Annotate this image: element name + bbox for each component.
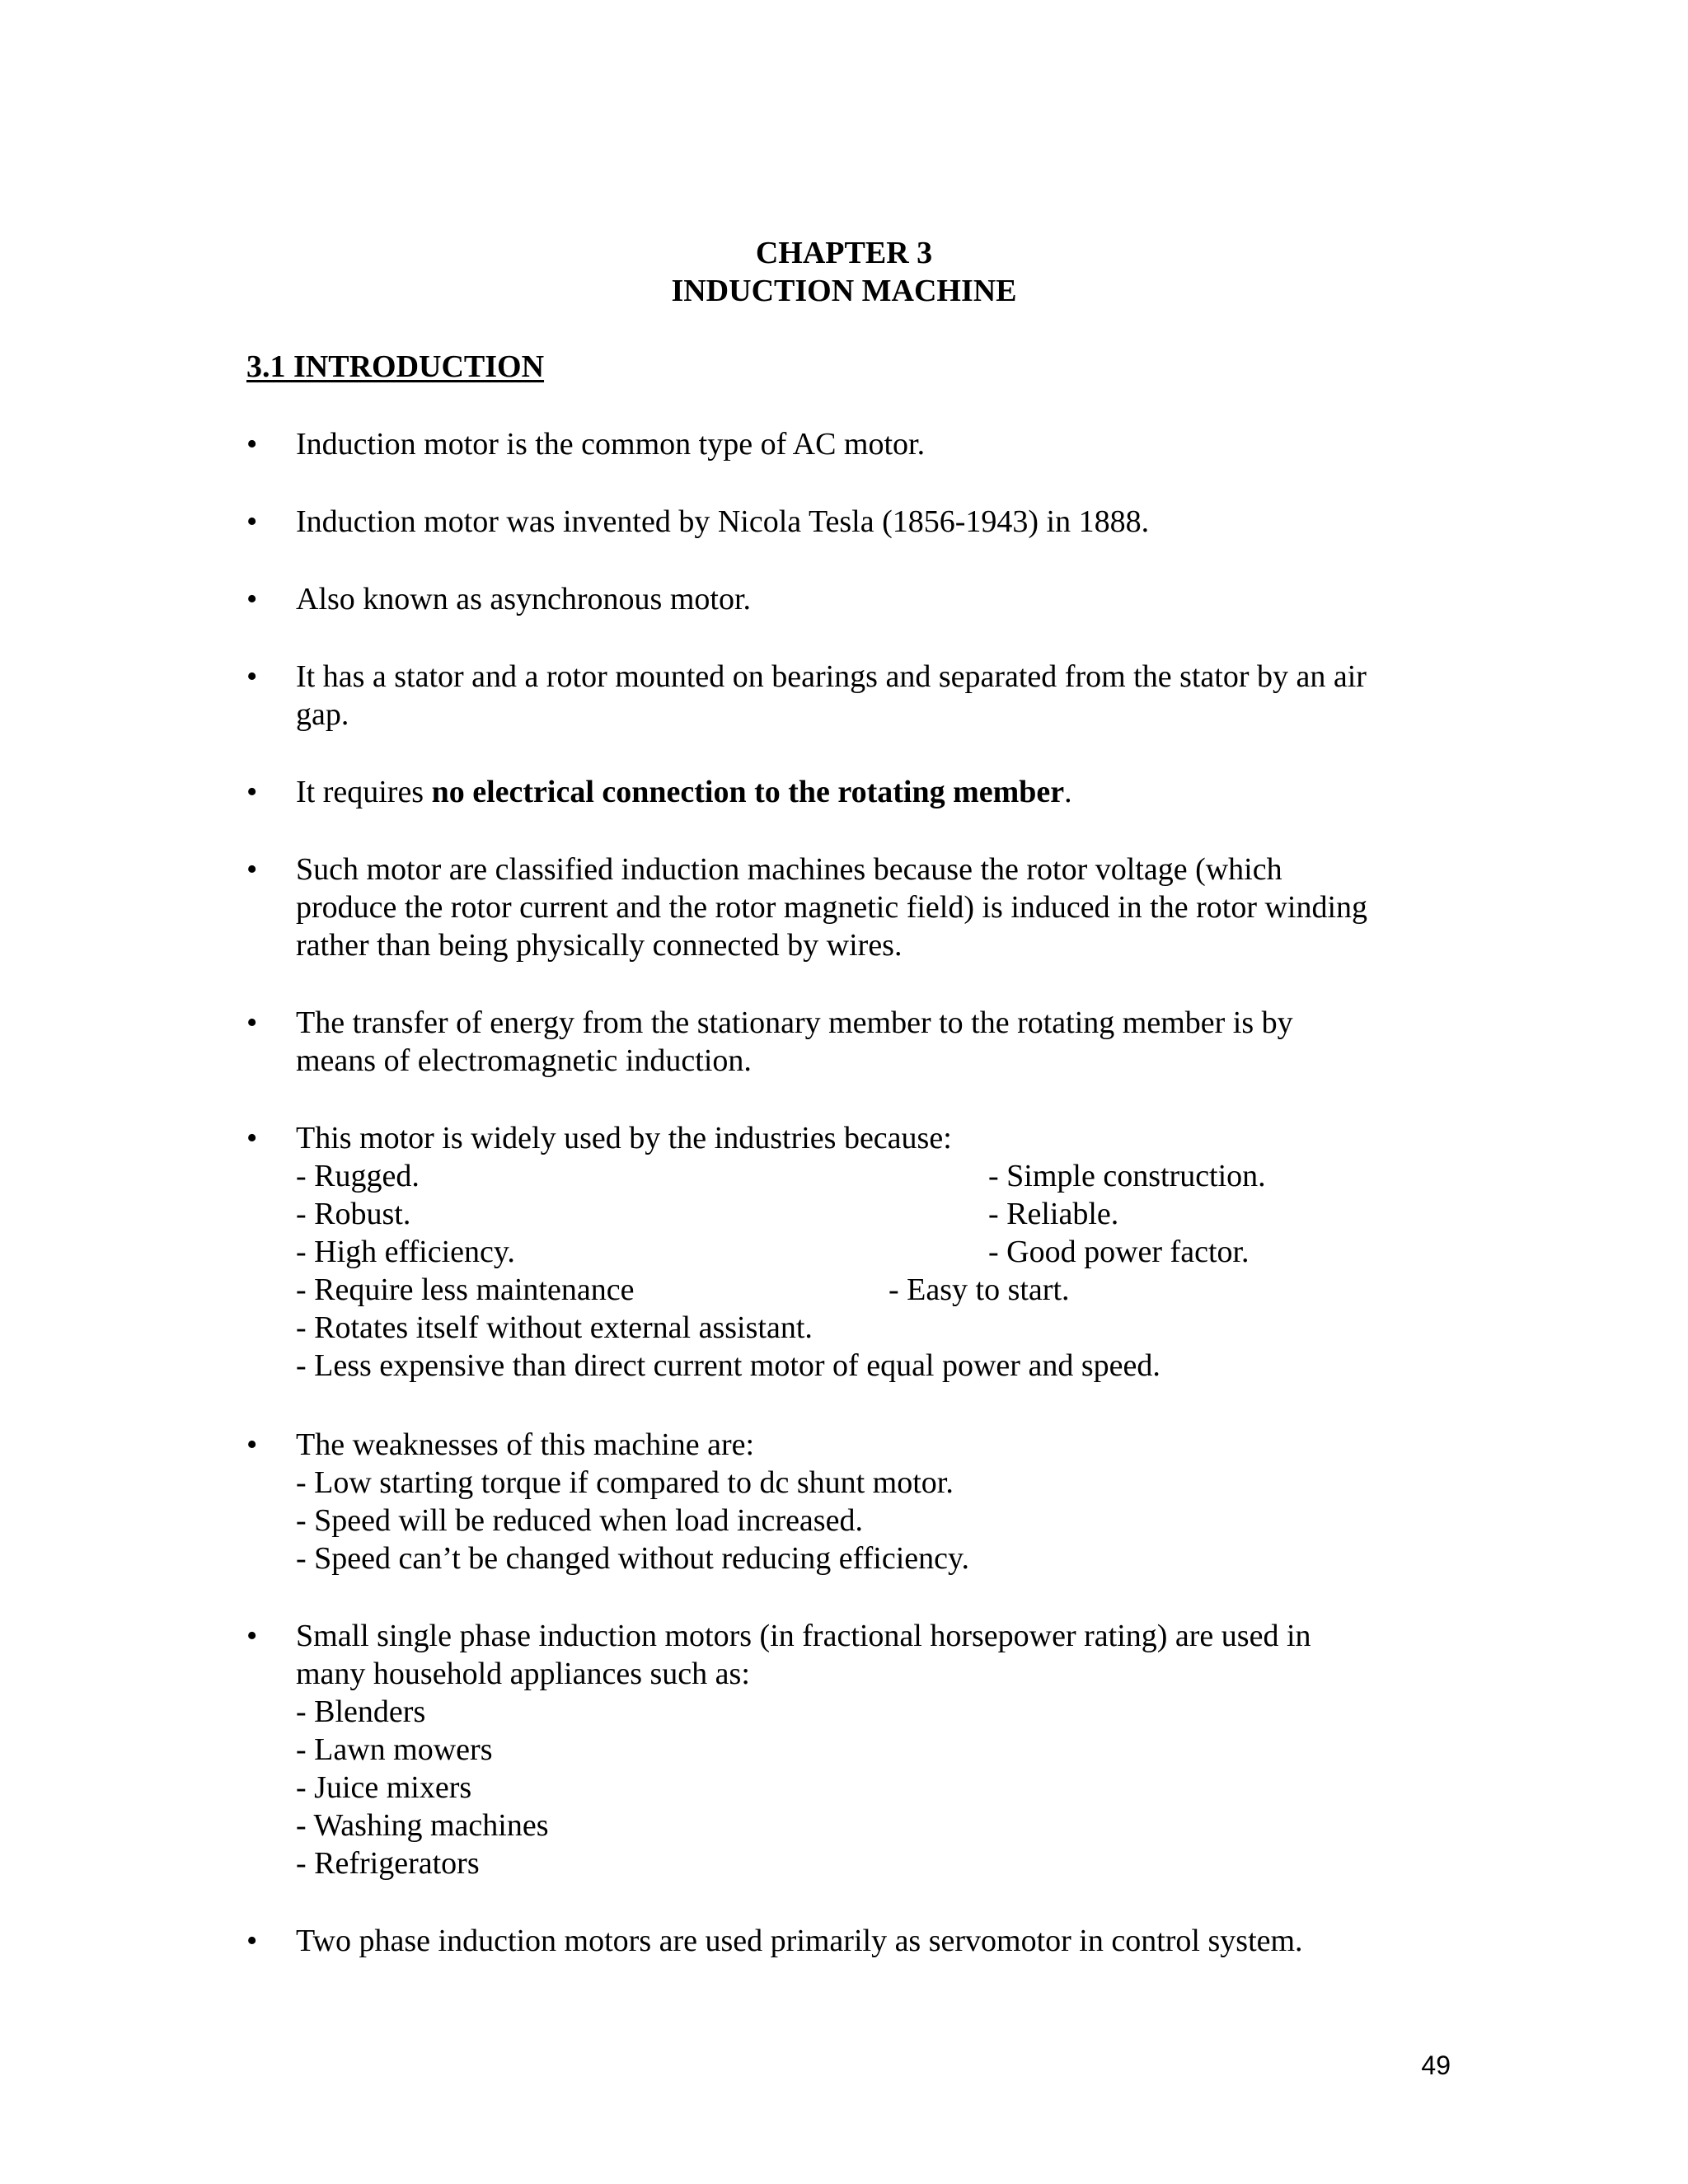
advantage-row [296, 1157, 1450, 1195]
advantage-row [296, 1233, 1450, 1271]
appliance-item: - Lawn mowers [296, 1732, 493, 1767]
bullet-text-line: many household appliances such as: [296, 1657, 750, 1691]
appliance-item: - Blenders [296, 1694, 426, 1729]
advantage-item: - Robust. [296, 1197, 411, 1231]
bullet-dot-icon: • [246, 775, 258, 809]
bullet-text: Induction motor was invented by Nicola Tesla (1856-1943) in 1888. [296, 504, 1150, 539]
appliance-item: - Refrigerators [296, 1846, 480, 1881]
advantage-item: - Less expensive than direct current motor of equal power and speed. [296, 1348, 1160, 1383]
weakness-item: - Speed will be reduced when load increased. [296, 1503, 863, 1538]
bullet-dot-icon: • [246, 1005, 258, 1040]
bullet-text: Induction motor is the common type of AC motor. [296, 427, 926, 462]
bullet-text [296, 773, 1450, 811]
bullet-text: Two phase induction motors are used primarily as servomotor in control system. [296, 1924, 1303, 1958]
advantage-item: - High efficiency. [296, 1235, 515, 1269]
bullet-dot-icon: • [246, 1121, 258, 1155]
bullet-text-line: Small single phase induction motors (in fractional horsepower rating) are used in [296, 1619, 1311, 1653]
bullet-text-line: rather than being physically connected by wires. [296, 928, 903, 963]
bullet-text-line: It has a stator and a rotor mounted on bearings and separated from the stator by an air [296, 659, 1367, 694]
appliance-item: - Washing machines [296, 1808, 549, 1843]
bullet-text-prefix: It requires [296, 775, 432, 809]
bullet-dot-icon: • [246, 504, 258, 539]
chapter-number: CHAPTER 3 [755, 236, 933, 270]
advantage-row [296, 1271, 1450, 1309]
bullet-text-bold: no electrical connection to the rotating member [431, 775, 1065, 809]
bullet-dot-icon: • [246, 427, 258, 462]
advantage-row [296, 1195, 1450, 1233]
advantage-item: - Rugged. [296, 1159, 420, 1193]
bullet-dot-icon: • [246, 1924, 258, 1958]
bullet-text-suffix: . [1064, 775, 1072, 809]
weakness-item: - Low starting torque if compared to dc shunt motor. [296, 1465, 954, 1500]
advantage-item: - Rotates itself without external assistant. [296, 1310, 813, 1345]
bullet-dot-icon: • [246, 1427, 258, 1462]
appliance-item: - Juice mixers [296, 1770, 472, 1805]
bullet-text-line: Such motor are classified induction machines because the rotor voltage (which [296, 852, 1282, 887]
bullet-text-line: means of electromagnetic induction. [296, 1043, 752, 1078]
advantage-item: - Good power factor. [988, 1235, 1250, 1269]
bullet-text-line: gap. [296, 697, 349, 732]
weakness-item: - Speed can’t be changed without reducing efficiency. [296, 1541, 970, 1576]
bullet-dot-icon: • [246, 1619, 258, 1653]
chapter-title: INDUCTION MACHINE [671, 274, 1017, 308]
bullet-text-line: produce the rotor current and the rotor magnetic field) is induced in the rotor winding [296, 890, 1368, 925]
bullet-dot-icon: • [246, 659, 258, 694]
bullet-text-line: The transfer of energy from the stationary member to the rotating member is by [296, 1005, 1293, 1040]
page-number: 49 [1421, 2050, 1451, 2080]
bullet-dot-icon: • [246, 582, 258, 616]
advantage-item: - Reliable. [988, 1197, 1119, 1231]
advantage-item: - Simple construction. [988, 1159, 1266, 1193]
advantage-item: - Easy to start. [889, 1272, 1070, 1307]
bullet-text-intro: This motor is widely used by the industries because: [296, 1121, 952, 1155]
bullet-text-intro: The weaknesses of this machine are: [296, 1427, 755, 1462]
advantage-item: - Require less maintenance [296, 1272, 635, 1307]
bullet-text: Also known as asynchronous motor. [296, 582, 752, 616]
section-title: 3.1 INTRODUCTION [246, 349, 545, 384]
bullet-dot-icon: • [246, 852, 258, 887]
